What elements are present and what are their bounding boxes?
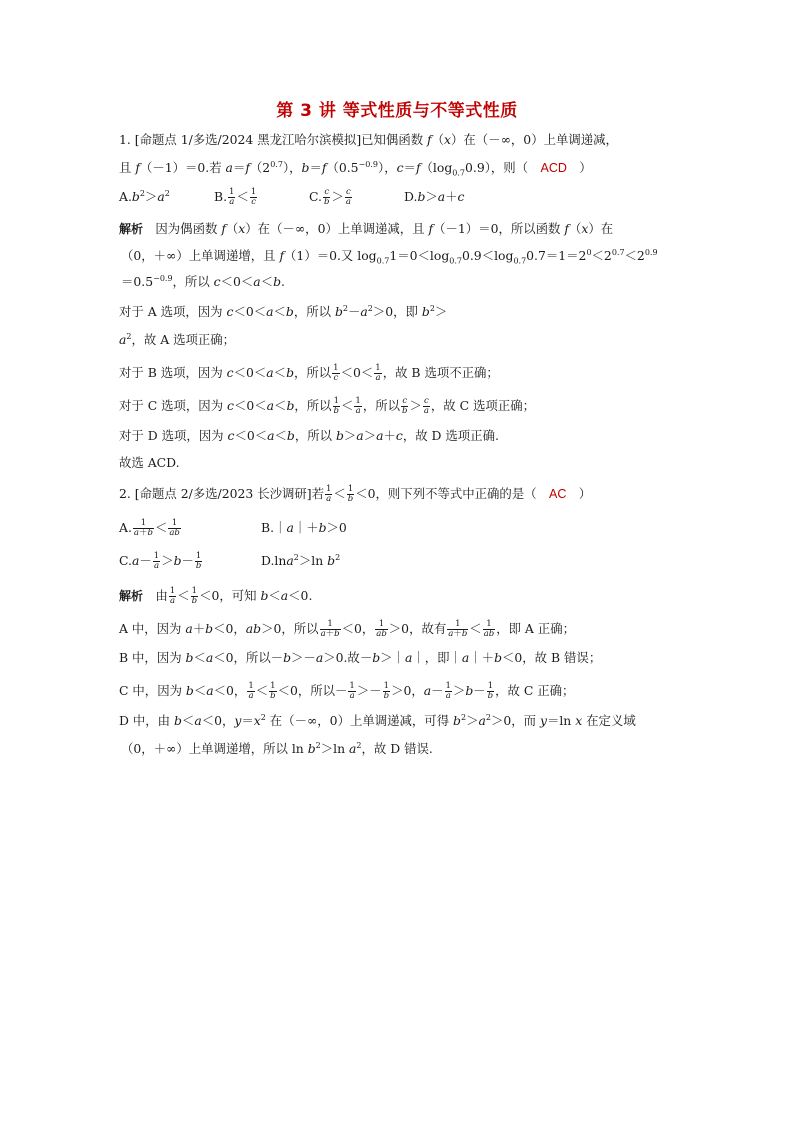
q1-analysis-line-6: 对于 B 选项，因为 c＜0＜a＜b，所以 $\frac{1}{c}$ ＜0＜ $\frac{1}{a}$ ，故 B 选项不正确； — [119, 363, 499, 383]
q1-analysis-line-8: 对于 D 选项，因为 c＜0＜a＜b，所以 b＞a＞a＋c，故 D 选项正确. — [119, 428, 499, 443]
q1-analysis-line-9: 故选 ACD. — [119, 455, 180, 470]
q2-analysis-line-5: D 中，由 b＜a＜0，$y=x^2$ 在（－∞，0）上单调递减，可得 $b^2>a^2>0$，而 y＝ln x 在定义域 — [119, 712, 636, 728]
lesson-title: 第 3 讲 等式性质与不等式性质 — [276, 101, 518, 121]
q2-analysis-line-6: （0，＋∞）上单调递增，所以 $\ln b^2>\ln$ $a^2$，故 D 错误. — [121, 740, 433, 756]
q2-options-line-1: A. $\frac{1}{a+b}$ ＜ $\frac{1}{ab}$ B.｜a｜＋b＞0 — [119, 518, 347, 538]
q1-analysis-line-2: （0，＋∞）上单调递增，且 f（1）＝0.又 $\log_{0.7}1=0<\log_{0.7}0.9<\log_{0.7}0.7=1=2^0<2^{0.7}<2^{0.9}$ — [121, 247, 658, 266]
q1-analysis-line-7: 对于 C 选项，因为 c＜0＜a＜b，所以 $\frac{1}{b}$ ＜ $\frac{1}{a}$ ，所以 $\frac{c}{b}$ ＞ $\frac{c}{a}$ ，故 C 选项正确； — [119, 396, 535, 416]
q1-answer: ACD — [540, 161, 567, 175]
q1-analysis-line-4: 对于 A 选项，因为 c＜0＜a＜b，所以 $b^2-a^2>0$，即 $b^2>$ — [119, 303, 448, 319]
q1-stem-line-2: 且 f（－1）＝0.若 $a=f(2^{0.7})$，$b=f(0.5^{-0.9})$，$c=f(\log_{0.7}0.9)$，则（ ACD ） — [119, 159, 592, 178]
q2-stem-line-1: 2. [命题点 2/多选/2023 长沙调研]若 $\frac{1}{a}$ ＜ $\frac{1}{b}$ ＜0，则下列不等式中正确的是（ AC ） — [119, 484, 592, 504]
q2-answer: AC — [549, 487, 567, 501]
q2-options-line-2: C.a－ $\frac{1}{a}$ ＞b－ $\frac{1}{b}$ D.lna$^2$＞ln $b^2$ — [119, 551, 341, 571]
q1-options: $A.b^2>a^2$ B. $\frac{1}{a}$ ＜ $\frac{1}{c}$ C. $\frac{c}{b}$ ＞ $\frac{c}{a}$ D.b＞a＋c — [119, 187, 465, 207]
q2-analysis-line-3: B 中，因为 b＜a＜0，所以－b＞－a＞0.故－b＞｜a｜，即｜a｜＋b＜0，故 B 错误； — [119, 650, 602, 665]
q1-analysis-line-3: $=0.5^{-0.9}$，所以 c＜0＜a＜b. — [121, 273, 285, 289]
q2-analysis-line-1: 解析 由 $\frac{1}{a}$ ＜ $\frac{1}{b}$ ＜0，可知 b＜a＜0. — [119, 586, 313, 606]
q2-analysis-line-4: C 中，因为 b＜a＜0， $\frac{1}{a}$ ＜ $\frac{1}{b}$ ＜0，所以－ $\frac{1}{a}$ ＞－ $\frac{1}{b}$ ＞0，a－ $\frac{1}{a}$ ＞b－ $\frac{1}{b}$ ，故 C 正确； — [119, 681, 575, 701]
q1-analysis-label: 解析 — [119, 222, 144, 236]
q2-analysis-line-2: A 中，因为 a＋b＜0，ab＞0，所以 $\frac{1}{a+b}$ ＜0， $\frac{1}{ab}$ ＞0，故有 $\frac{1}{a+b}$ ＜ $\frac{1}{ab}$ ，即 A 正确； — [119, 619, 575, 639]
q1-analysis-line-5: $a^2$，故 A 选项正确； — [119, 331, 236, 347]
q1-stem-line-1: 1. [命题点 1/多选/2024 黑龙江哈尔滨模拟]已知偶函数 f（x）在（－∞，0）上单调递减， — [119, 132, 618, 147]
q1-analysis-line-1: 解析 因为偶函数 f（x）在（－∞，0）上单调递减，且 f（－1）＝0，所以函数 f（x）在 — [119, 221, 614, 236]
q2-analysis-label: 解析 — [119, 589, 144, 603]
